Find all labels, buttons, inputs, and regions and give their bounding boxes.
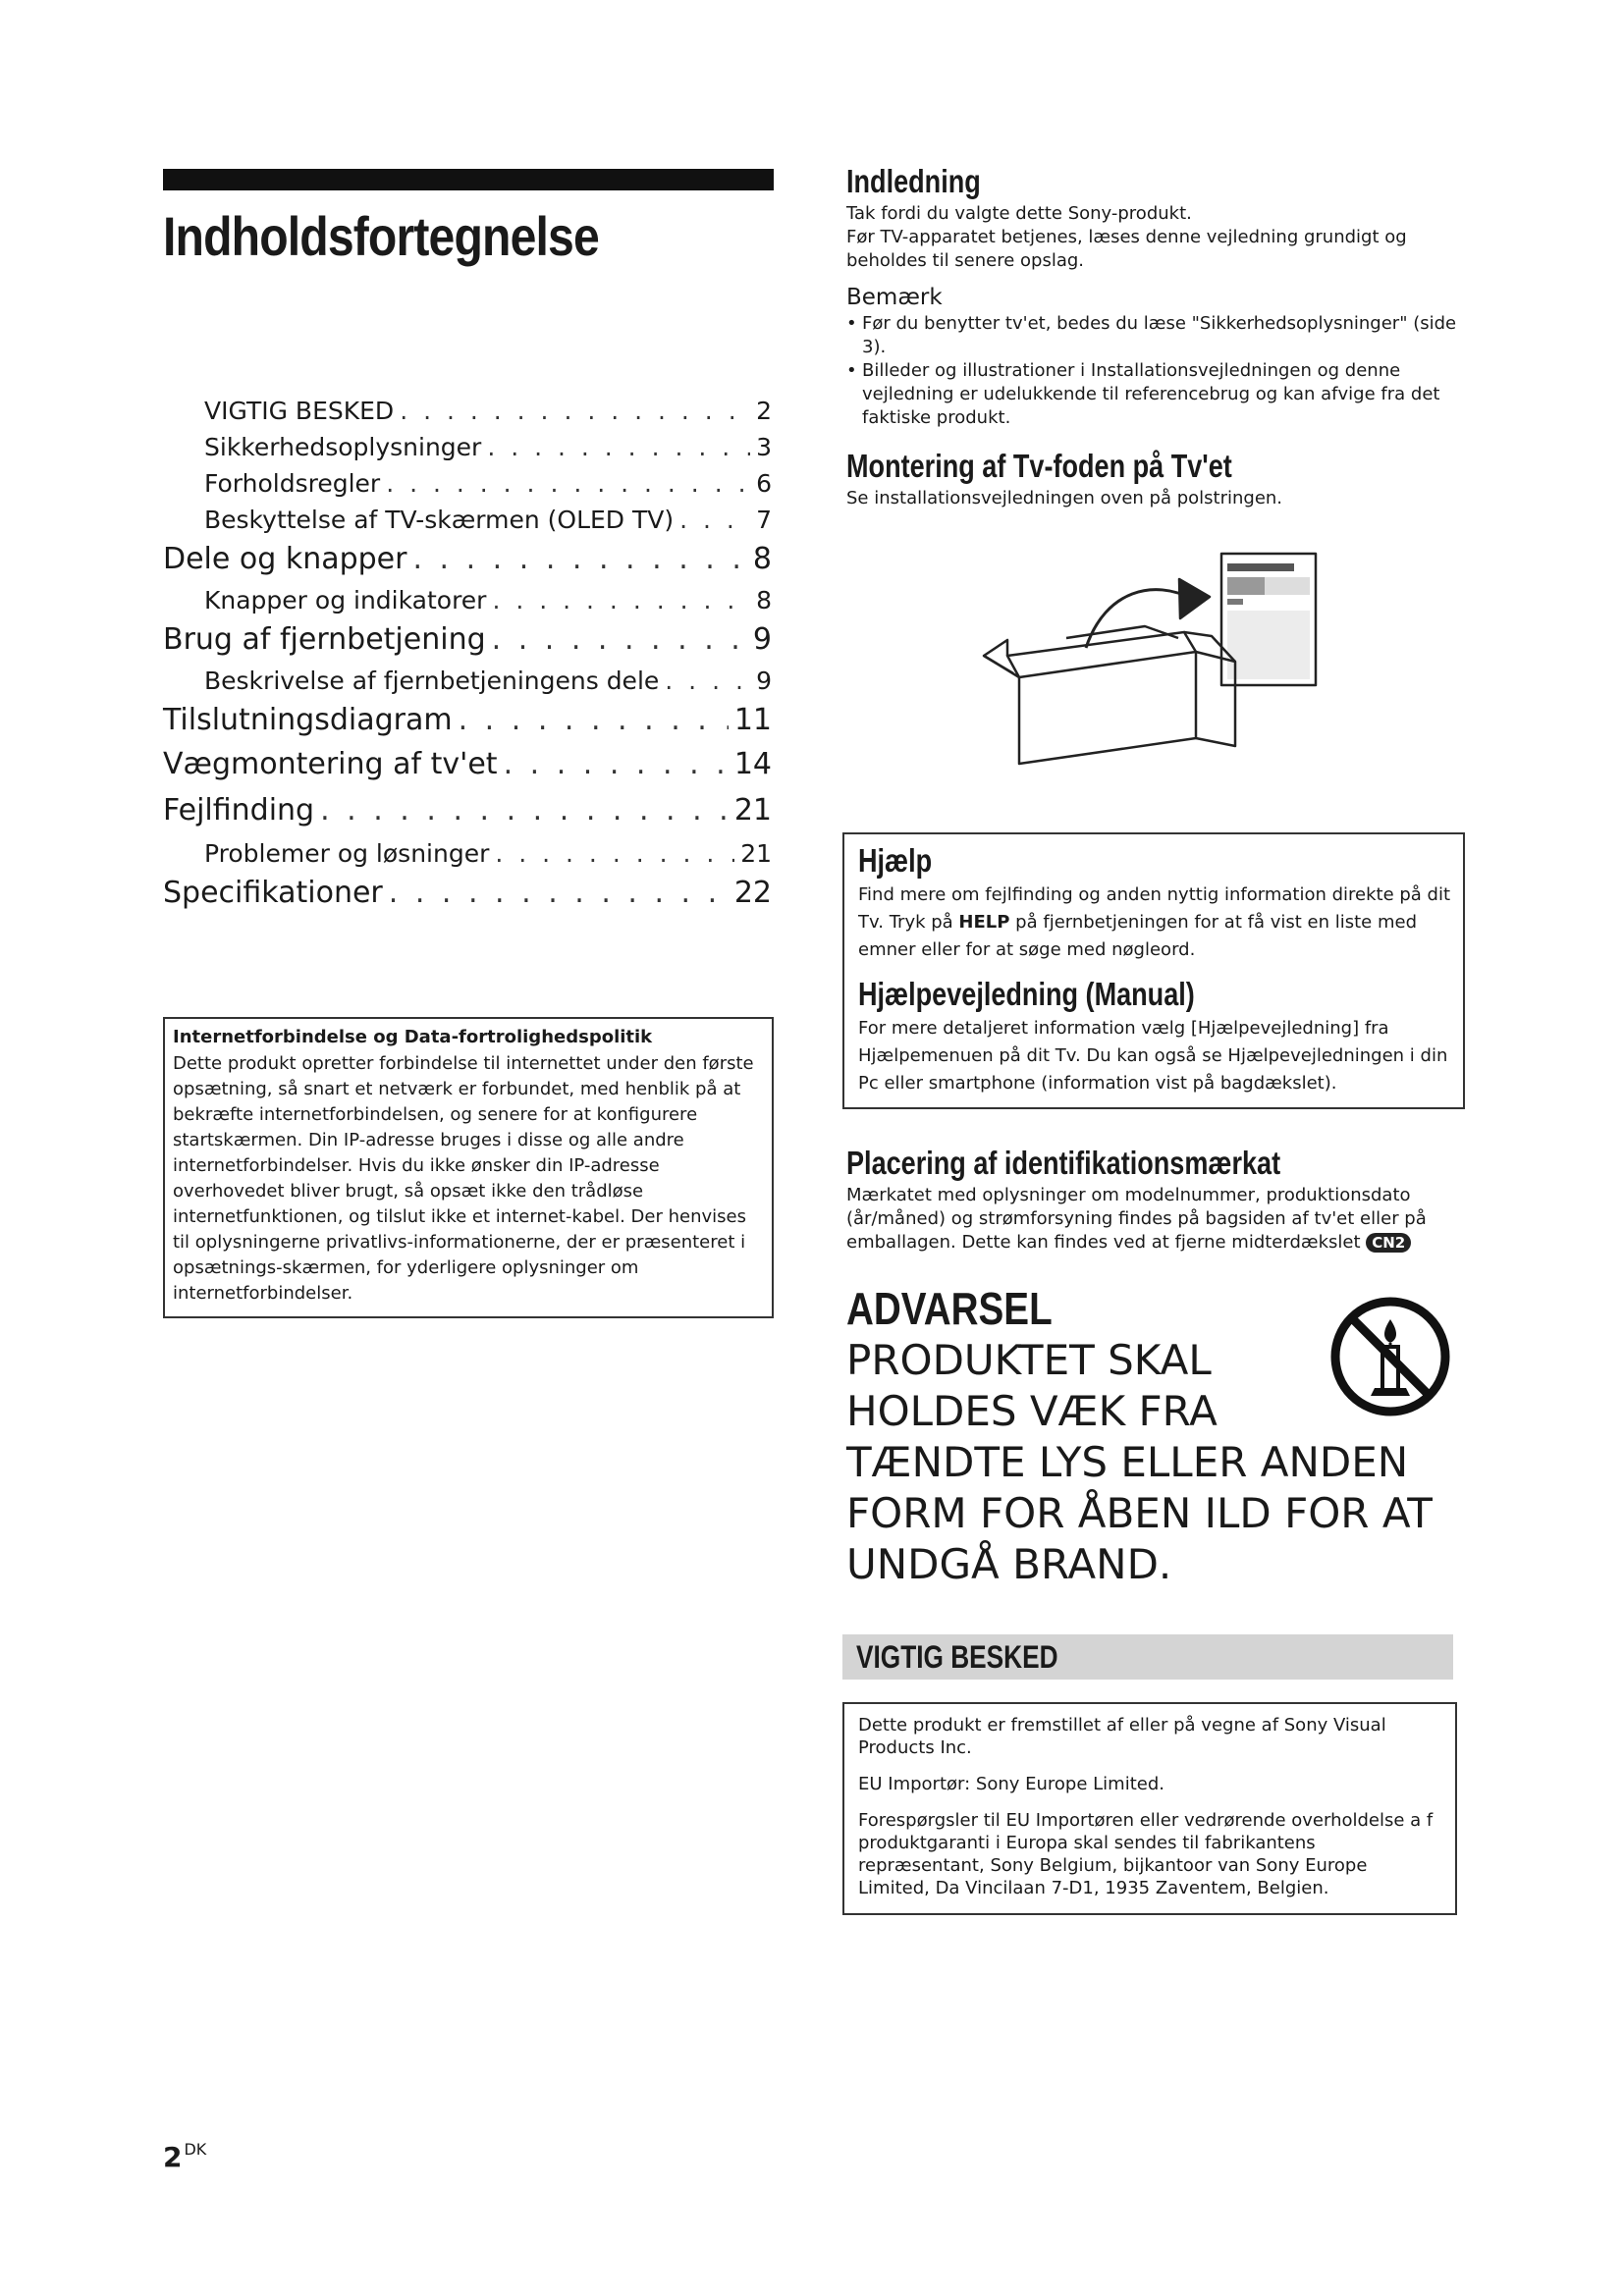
intro-line-2: Før TV-apparatet betjenes, læses denne vejledning grundigt og beholdes til senere opslag. <box>846 227 1407 271</box>
important-heading-bar <box>842 1634 1453 1680</box>
toc-entry-label: Knapper og indikatorer <box>204 586 487 614</box>
toc-entry-page: 9 <box>756 667 772 695</box>
manual-heading: Hjælpevejledning (Manual) <box>858 976 1195 1012</box>
toc-entry-page: 21 <box>740 839 772 868</box>
toc-entry-page: 21 <box>733 793 772 828</box>
toc-leader-dots <box>320 793 729 828</box>
right-column <box>846 163 1475 510</box>
toc-leader-dots <box>400 397 750 425</box>
toc-leader-dots <box>665 667 750 695</box>
help-key: HELP <box>958 912 1010 933</box>
intro-line-1: Tak fordi du valgte dette Sony-produkt. <box>846 203 1192 224</box>
manual-text: For mere detaljeret information vælg [Hjælpevejledning] fra Hjælpemenuen på dit Tv. Du kan også se Hjælpevejledningen i din Pc eller smartphone (information vist på bagdækslet). <box>858 1018 1448 1094</box>
toc-entry-page: 7 <box>756 506 772 534</box>
toc-entry <box>163 622 772 667</box>
toc-entry <box>163 586 772 622</box>
warning-line: FORM FOR ÅBEN ILD FOR AT <box>846 1489 1433 1537</box>
toc-entry-page: 6 <box>756 469 772 498</box>
toc-entry <box>163 703 772 747</box>
header-rule <box>163 169 774 190</box>
important-heading: VIGTIG BESKED <box>856 1639 1058 1675</box>
toc-entry-page: 9 <box>752 622 772 657</box>
mount-heading: Montering af Tv-foden på Tv'et <box>846 448 1232 484</box>
label-text-content: Mærkatet med oplysninger om modelnummer, produktionsdato (år/måned) og strømforsyning findes på bagsiden af tv'et eller på emballagen. Dette kan findes ved at fjerne midterdækslet <box>846 1185 1427 1253</box>
warning-line: TÆNDTE LYS ELLER ANDEN <box>846 1438 1409 1486</box>
warning-line: UNDGÅ BRAND. <box>846 1540 1172 1588</box>
help-text <box>858 881 1451 964</box>
toc-entry-label: VIGTIG BESKED <box>204 397 395 425</box>
no-open-flame-icon <box>1327 1294 1453 1419</box>
toc-entry <box>163 793 772 839</box>
page-number-suffix: DK <box>184 2140 207 2159</box>
privacy-box <box>163 1017 774 1318</box>
warning-line: PRODUKTET SKAL <box>846 1336 1212 1384</box>
help-text-b: på fjernbetjeningen for at få vist en liste med emner eller for at søge med nøgleord. <box>858 912 1417 960</box>
note-heading: Bemærk <box>846 285 943 310</box>
important-box <box>842 1702 1457 1915</box>
help-text-a: Find mere om fejlfinding og anden nyttig information direkte på dit Tv. Tryk på <box>858 884 1451 933</box>
label-text <box>846 1184 1475 1255</box>
toc-entry-label: Problemer og løsninger <box>204 839 490 868</box>
toc-entry-label: Specifikationer <box>163 876 383 910</box>
page-title: Indholdsfortegnelse <box>163 205 599 267</box>
toc-leader-dots <box>386 469 750 498</box>
toc-entry-page: 8 <box>752 542 772 576</box>
toc-entry-page: 22 <box>733 876 772 910</box>
page-number <box>163 2140 206 2173</box>
toc-entry-label: Tilslutningsdiagram <box>163 703 453 737</box>
tv-box-illustration <box>978 550 1322 805</box>
toc-leader-dots <box>487 433 750 461</box>
toc-entry-page: 11 <box>733 703 772 737</box>
toc-entry-label: Forholdsregler <box>204 469 381 498</box>
toc-entry <box>163 839 772 876</box>
toc-entry <box>163 542 772 586</box>
privacy-title: Internetforbindelse og Data-fortrolighedspolitik <box>173 1027 653 1047</box>
note-item: • Billeder og illustrationer i Installationsvejledningen og denne vejledning er udelukkende til referencebrug og kan afvige fra det faktiske produkt. <box>846 359 1475 430</box>
page-number-value: 2 <box>163 2141 183 2173</box>
mount-text: Se installationsvejledningen oven på polstringen. <box>846 488 1283 508</box>
toc-entry <box>163 747 772 793</box>
important-p3: Forespørgsler til EU Importøren eller vedrørende overholdelse a f produktgaranti i Europa skal sendes til fabrikantens repræsentant, Sony Belgium, bijkantoor van Sony Europe Limited, Da Vincilaan 7-D1, 1935 Zaventem, Belgien. <box>858 1810 1434 1898</box>
toc-entry-label: Fejlfinding <box>163 793 315 828</box>
important-p1: Dette produkt er fremstillet af eller på vegne af Sony Visual Products Inc. <box>858 1715 1386 1758</box>
help-heading: Hjælp <box>858 842 933 879</box>
toc-entry-label: Brug af fjernbetjening <box>163 622 486 657</box>
toc-entry-label: Dele og knapper <box>163 542 407 576</box>
note-item: • Før du benytter tv'et, bedes du læse "Sikkerhedsoplysninger" (side 3). <box>846 312 1475 359</box>
toc-entry <box>163 876 772 920</box>
table-of-contents <box>163 397 772 920</box>
privacy-text: Dette produkt opretter forbindelse til internettet under den første opsætning, så snart et netværk er forbundet, med henblik på at bekræfte internetforbindelsen, og senere for at konfigurere startskærmen. Din IP-adresse bruges i disse og alle andre internetforbindelser. Hvis du ikke ønsker din IP-adresse overhovedet bliver brugt, så opsæt ikke den trådløse internetfunktionen, og tilslut ikke et internet-kabel. Der henvises til oplysningerne privatlivs-informationerne, der er præsenteret i opsætnings-skærmen, for yderligere oplysninger om internetforbindelser. <box>173 1053 754 1304</box>
toc-entry-label: Beskrivelse af fjernbetjeningens dele <box>204 667 660 695</box>
toc-leader-dots <box>504 747 729 781</box>
toc-entry <box>163 667 772 703</box>
toc-entry <box>163 397 772 433</box>
label-location-section <box>846 1145 1475 1255</box>
toc-entry-page: 3 <box>756 433 772 461</box>
toc-leader-dots <box>495 839 734 868</box>
toc-leader-dots <box>459 703 729 737</box>
toc-entry-page: 2 <box>756 397 772 425</box>
toc-entry-label: Sikkerhedsoplysninger <box>204 433 482 461</box>
toc-entry-page: 14 <box>733 747 772 781</box>
intro-heading: Indledning <box>846 163 981 199</box>
toc-entry <box>163 506 772 542</box>
warning-line: HOLDES VÆK FRA <box>846 1387 1218 1435</box>
toc-leader-dots <box>492 622 747 657</box>
help-box <box>842 832 1465 1109</box>
label-heading: Placering af identifikationsmærkat <box>846 1145 1281 1181</box>
toc-entry-label: Beskyttelse af TV-skærmen (OLED TV) <box>204 506 675 534</box>
toc-header <box>163 169 774 268</box>
note-list <box>846 312 1475 430</box>
toc-entry-label: Vægmontering af tv'et <box>163 747 498 781</box>
toc-entry <box>163 433 772 469</box>
toc-leader-dots <box>679 506 750 534</box>
warning-title: ADVARSEL <box>846 1283 1053 1334</box>
toc-entry <box>163 469 772 506</box>
toc-leader-dots <box>412 542 746 576</box>
toc-entry-page: 8 <box>756 586 772 614</box>
toc-leader-dots <box>492 586 750 614</box>
toc-leader-dots <box>389 876 729 910</box>
cn2-badge: CN2 <box>1366 1233 1411 1253</box>
important-p2: EU Importør: Sony Europe Limited. <box>858 1774 1164 1794</box>
